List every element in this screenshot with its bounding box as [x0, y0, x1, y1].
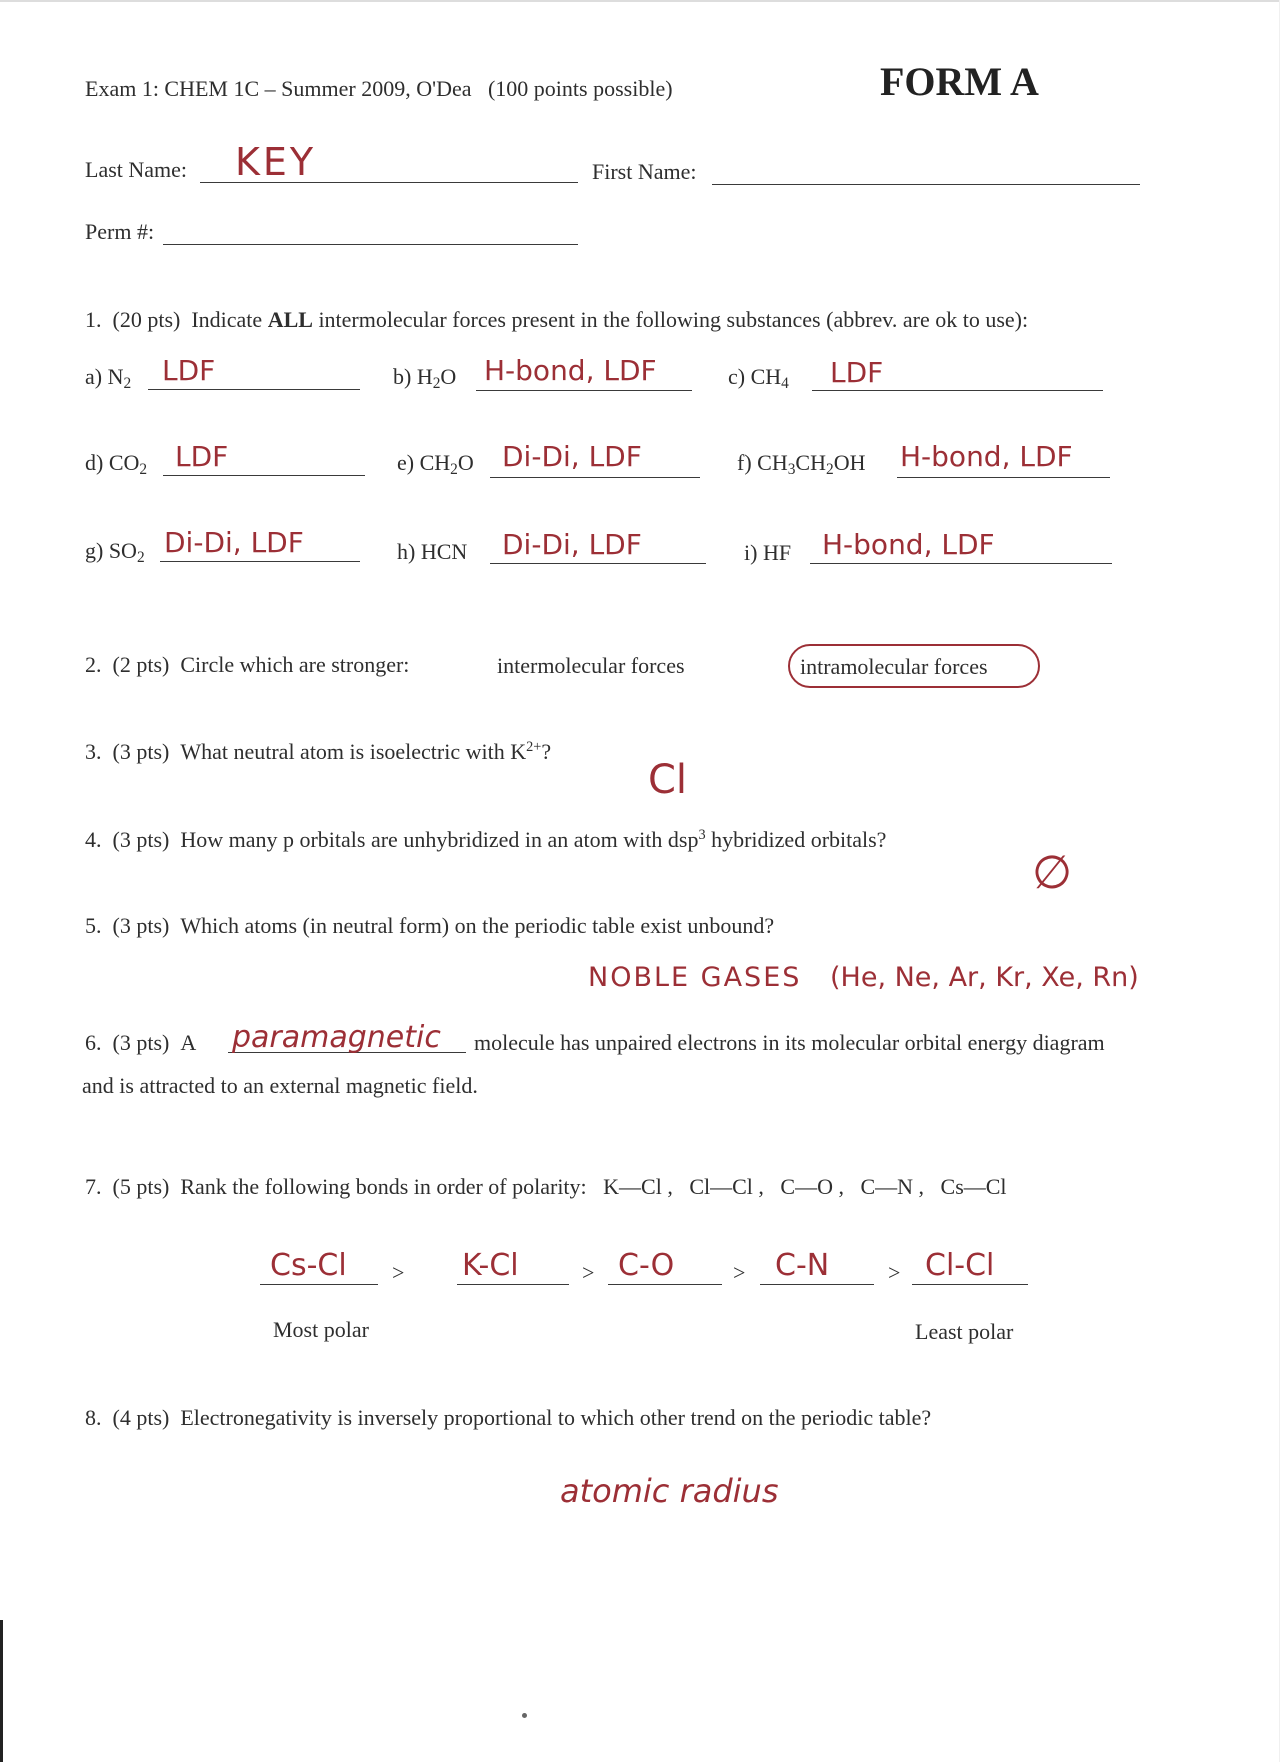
form-label: FORM A: [880, 59, 1039, 104]
q7-rank-4-line[interactable]: [760, 1284, 874, 1285]
q5-prompt: 5. (3 pts) Which atoms (in neutral form) on the periodic table exist unbound?: [85, 913, 775, 938]
first-name-label: First Name:: [592, 159, 697, 184]
q3-prompt: 3. (3 pts) What neutral atom is isoelectric with $K^{2+}$?: [85, 739, 552, 764]
q4-prompt: 4. (3 pts) How many p orbitals are unhybridized in an atom with dsp$^3$ hybridized orbitals?: [85, 827, 887, 852]
q7-least-polar-label: Least polar: [915, 1319, 1014, 1344]
q1-item-d-label: d) $CO_2$: [85, 450, 148, 478]
scan-top-edge: [0, 0, 1280, 2]
q2-prompt: 2. (2 pts) Circle which are stronger:: [85, 652, 410, 677]
q7-rank-1: Cs-Cl: [270, 1248, 347, 1283]
q4-answer: ∅: [1032, 845, 1073, 899]
q7-most-polar-label: Most polar: [273, 1317, 369, 1342]
q2-option-intramolecular[interactable]: intramolecular forces: [800, 654, 988, 679]
q7-bonds: K—Cl , Cl—Cl , C—O , C—N , Cs—Cl: [603, 1174, 1007, 1199]
q7-rank-3-line[interactable]: [608, 1284, 722, 1285]
q1-item-c-label: c) $CH_4$: [728, 364, 789, 392]
q8-answer: atomic radius: [560, 1472, 779, 1510]
q1-item-b-answer: H-bond, LDF: [484, 354, 657, 387]
q7-rank-2-line[interactable]: [457, 1284, 569, 1285]
points-possible: (100 points possible): [487, 76, 673, 101]
q3-answer: Cl: [648, 757, 688, 803]
q1-item-a-answer: LDF: [162, 354, 216, 387]
q1-item-d-line[interactable]: [163, 475, 365, 476]
q1-item-i-answer: H-bond, LDF: [822, 528, 995, 561]
q1-item-c-answer: LDF: [830, 356, 884, 389]
scan-dot: [522, 1713, 527, 1718]
q1-item-g-label: g) $SO_2$: [85, 538, 145, 566]
q1-item-i-label: i) HF: [744, 540, 792, 565]
first-name-field[interactable]: [712, 184, 1140, 185]
q7-rank-5-line[interactable]: [912, 1284, 1028, 1285]
q1-item-a-label: a) $N_2$: [85, 364, 132, 392]
q1-item-h-line[interactable]: [490, 563, 706, 564]
q6-prompt-start: 6. (3 pts) A: [85, 1030, 197, 1055]
q1-item-b-line[interactable]: [476, 390, 692, 391]
q7-rank-2: K-Cl: [462, 1248, 519, 1283]
q6-answer: paramagnetic: [232, 1020, 441, 1055]
q1-item-i-line[interactable]: [810, 563, 1112, 564]
q7-rank-3: C-O: [618, 1248, 675, 1283]
q7-prompt: 7. (5 pts) Rank the following bonds in order of polarity: K—Cl , Cl—Cl , C—O , C—N , Cs—Cl: [85, 1174, 1007, 1199]
q7-gt-3: >: [733, 1260, 746, 1285]
q7-gt-2: >: [582, 1260, 595, 1285]
q7-gt-4: >: [888, 1260, 901, 1285]
q1-prompt: 1. (20 pts) Indicate ALL intermolecular forces present in the following substances (abbrev. are ok to use):: [85, 307, 1029, 332]
q1-item-g-line[interactable]: [160, 561, 360, 562]
last-name-value: KEY: [235, 140, 317, 184]
q1-item-e-answer: Di-Di, LDF: [502, 440, 642, 473]
q7-rank-5: Cl-Cl: [925, 1248, 995, 1283]
q1-item-a-line[interactable]: [148, 389, 360, 390]
q2-option-intermolecular[interactable]: intermolecular forces: [497, 653, 685, 678]
q7-rank-4: C-N: [775, 1248, 830, 1283]
perm-label: Perm #:: [85, 219, 155, 244]
exam-title: Exam 1: CHEM 1C – Summer 2009, O'Dea (100 points possible): [85, 76, 673, 101]
q1-item-f-answer: H-bond, LDF: [900, 440, 1073, 473]
q5-answer: NOBLE GASES: [588, 962, 802, 993]
q1-item-f-line[interactable]: [897, 477, 1110, 478]
q6-prompt-end: molecule has unpaired electrons in its molecular orbital energy diagram: [474, 1030, 1105, 1055]
q1-item-g-answer: Di-Di, LDF: [164, 526, 304, 559]
last-name-label: Last Name:: [85, 157, 188, 182]
q6-prompt-line2: and is attracted to an external magnetic field.: [82, 1073, 478, 1098]
q1-item-h-label: h) HCN: [397, 539, 468, 564]
q1-item-h-answer: Di-Di, LDF: [502, 528, 642, 561]
scan-left-edge: [0, 1620, 3, 1762]
q1-item-f-label: f) $CH_3CH_2OH$: [737, 450, 866, 478]
q8-prompt: 8. (4 pts) Electronegativity is inversely proportional to which other trend on the periodic table?: [85, 1405, 932, 1430]
q1-item-d-answer: LDF: [175, 440, 229, 473]
q1-item-e-label: e) $CH_2O$: [397, 450, 474, 478]
q1-item-b-label: b) $H_2O$: [393, 364, 457, 392]
q5-answer-detail: (He, Ne, Ar, Kr, Xe, Rn): [830, 962, 1139, 993]
q1-item-e-line[interactable]: [490, 477, 700, 478]
perm-field[interactable]: [163, 244, 578, 245]
q7-gt-1: >: [392, 1260, 405, 1285]
q7-rank-1-line[interactable]: [260, 1284, 378, 1285]
q1-item-c-line[interactable]: [812, 390, 1103, 391]
